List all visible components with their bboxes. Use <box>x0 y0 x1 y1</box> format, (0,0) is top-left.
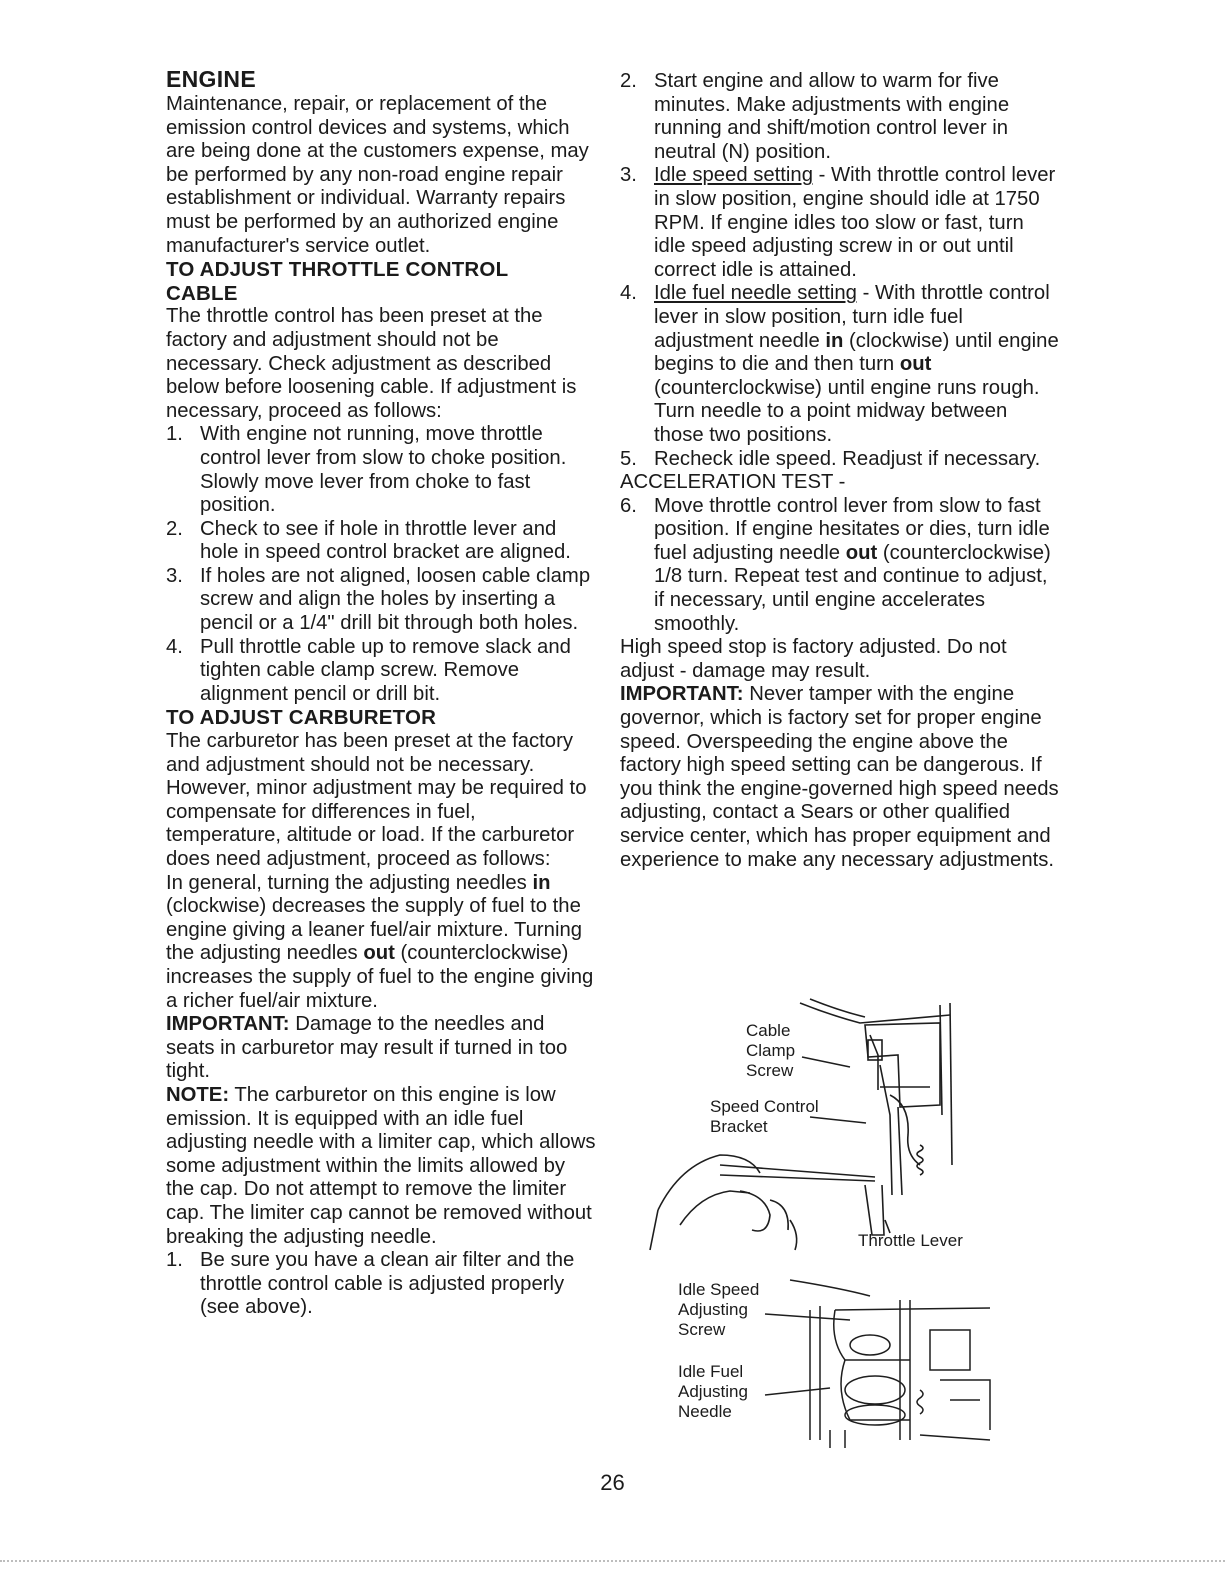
label-speed-control: Speed Control <box>710 1097 819 1116</box>
page-number: 26 <box>600 1470 625 1495</box>
general-out: out <box>363 942 395 965</box>
important-governor-paragraph <box>620 683 1060 872</box>
throttle-bracket-drawing <box>640 995 980 1255</box>
label-screw: Screw <box>746 1061 794 1080</box>
step-number: 1. <box>166 423 183 446</box>
step-in: in <box>825 329 844 352</box>
carburetor-paragraph: The carburetor has been preset at the factory and adjustment should not be necessary. However, minor adjustment may be required to compensate for differences in fuel, temperature, altitude or load. If the carburetor does need adjustment, proceed as follows: <box>166 730 587 870</box>
step-number: 4. <box>166 635 183 658</box>
list-item <box>166 1249 596 1320</box>
label-screw: Screw <box>678 1320 726 1339</box>
note-paragraph <box>166 1084 596 1249</box>
step-number: 2. <box>620 70 637 92</box>
carburetor-figure <box>670 1270 1010 1450</box>
important-text: Never tamper with the engine governor, which is factory set for proper engine speed. Overspeeding the engine above the factory high speed setting can be dangerous. If you think the engine-governed high speed needs adjusting, contact a Sears or other qualified service center, which has proper equipment and experience to make any necessary adjustments. <box>620 683 1059 871</box>
important-label: IMPORTANT: <box>620 683 744 706</box>
important-label: IMPORTANT: <box>166 1013 290 1036</box>
label-adjusting: Adjusting <box>678 1300 748 1319</box>
label-bracket: Bracket <box>710 1117 768 1136</box>
list-item <box>620 282 1060 447</box>
step-title-idle-speed: Idle speed setting <box>654 164 813 187</box>
list-item <box>166 636 596 707</box>
step-number: 2. <box>166 517 183 540</box>
label-adjusting: Adjusting <box>678 1382 748 1401</box>
list-item <box>166 423 596 517</box>
step-text: Be sure you have a clean air filter and the throttle control cable is adjusted properly (see above). <box>200 1249 575 1319</box>
heading-adjust-throttle <box>166 258 596 305</box>
step-text: Pull throttle cable up to remove slack and tighten cable clamp screw. Remove alignment pencil or drill bit. <box>200 635 571 705</box>
step-text: (counterclockwise) until engine runs rough. Turn needle to a point midway between those two positions. <box>654 376 1040 446</box>
throttle-steps-list <box>166 423 596 706</box>
heading-engine: ENGINE <box>166 66 256 92</box>
step-number: 3. <box>620 164 637 187</box>
label-idle-fuel: Idle Fuel <box>678 1362 744 1381</box>
list-item <box>620 495 1060 637</box>
engine-paragraph: Maintenance, repair, or replacement of the emission control devices and systems, which are being done at the customers expense, may be performed by any non-road engine repair establishment or individual. Warranty repairs must be performed by an authorized engine manufacturer's service outlet. <box>166 93 589 257</box>
note-label: NOTE: <box>166 1083 230 1106</box>
carburetor-steps-continued <box>620 70 1060 471</box>
heading-adjust-carburetor: TO ADJUST CARBURETOR <box>166 706 437 730</box>
left-column <box>166 66 596 1320</box>
label-throttle-lever: Throttle Lever <box>858 1231 963 1250</box>
step-title-idle-fuel: Idle fuel needle setting <box>654 282 857 305</box>
step-number: 6. <box>620 494 637 517</box>
carburetor-steps-list <box>166 1249 596 1320</box>
step-number: 3. <box>166 564 183 587</box>
heading-acceleration-test: ACCELERATION TEST - <box>620 471 846 494</box>
general-text-3: (counterclockwise) increases the supply of fuel to the engine giving a richer fuel/air mixture. <box>166 942 594 1012</box>
step-number: 1. <box>166 1249 183 1272</box>
step-text: Recheck idle speed. Readjust if necessary. <box>654 447 1041 470</box>
step-number: 5. <box>620 447 637 470</box>
list-item <box>166 518 596 565</box>
step-out: out <box>899 353 932 376</box>
acceleration-steps-list <box>620 495 1060 637</box>
heading-adjust-throttle-line1: TO ADJUST THROTTLE CONTROL <box>166 258 509 282</box>
step-text: Move throttle control lever from slow to fast position. If engine hesitates or dies, turn idle fuel adjusting needle <box>654 494 1050 564</box>
bottom-divider <box>0 1560 1225 1562</box>
step-text: (counterclockwise) 1/8 turn. Repeat test and continue to adjust, if necessary, until engine accelerates smoothly. <box>654 541 1051 635</box>
label-cable: Cable <box>746 1021 791 1040</box>
general-paragraph <box>166 872 596 1014</box>
general-text-2: (clockwise) decreases the supply of fuel to the engine giving a leaner fuel/air mixture. Turning the adjusting needles <box>166 895 583 965</box>
step-text: If holes are not aligned, loosen cable clamp screw and align the holes by inserting a pencil or a 1/4" drill bit through both holes. <box>200 564 591 635</box>
general-text-1: In general, turning the adjusting needles <box>166 871 533 894</box>
list-item <box>620 70 1060 164</box>
general-in: in <box>532 871 551 894</box>
right-column <box>620 70 1060 872</box>
heading-adjust-throttle-line2: CABLE <box>166 281 238 305</box>
note-text: The carburetor on this engine is low emission. It is equipped with an idle fuel adjusting needle with a limiter cap, which allows some adjustment within the limits allowed by the cap. Do not attempt to remove the limiter cap. The limiter cap cannot be removed without breaking the adjusting needle. <box>166 1083 596 1248</box>
important-paragraph <box>166 1013 596 1084</box>
step-text: With engine not running, move throttle control lever from slow to choke position. Slowly move lever from choke to fast position. <box>200 423 567 517</box>
step-out: out <box>845 541 878 564</box>
step-text: - With throttle control lever in slow position, engine should idle at 1750 RPM. If engine idles too slow or fast, turn idle speed adjusting screw in or out until correct idle is attained. <box>654 164 1056 281</box>
high-speed-paragraph: High speed stop is factory adjusted. Do not adjust - damage may result. <box>620 636 1007 682</box>
step-text: Start engine and allow to warm for five minutes. Make adjustments with engine running and shift/motion control lever in neutral (N) position. <box>654 70 1010 163</box>
list-item <box>620 164 1060 282</box>
label-needle: Needle <box>678 1402 732 1421</box>
list-item <box>620 448 1060 472</box>
throttle-bracket-figure <box>640 995 980 1255</box>
throttle-paragraph: The throttle control has been preset at the factory and adjustment should not be necessary. Check adjustment as described below before loosening cable. If adjustment is necessary, proceed as follows: <box>166 305 577 422</box>
important-text: Damage to the needles and seats in carburetor may result if turned in too tight. <box>166 1013 568 1083</box>
step-text: (clockwise) until engine begins to die and then turn <box>654 329 1059 376</box>
list-item <box>166 565 596 636</box>
label-idle-speed: Idle Speed <box>678 1280 760 1299</box>
label-clamp: Clamp <box>746 1041 796 1060</box>
step-number: 4. <box>620 282 637 305</box>
step-text: - With throttle control lever in slow position, turn idle fuel adjustment needle <box>654 282 1050 352</box>
step-text: Check to see if hole in throttle lever and hole in speed control bracket are aligned. <box>200 517 571 564</box>
